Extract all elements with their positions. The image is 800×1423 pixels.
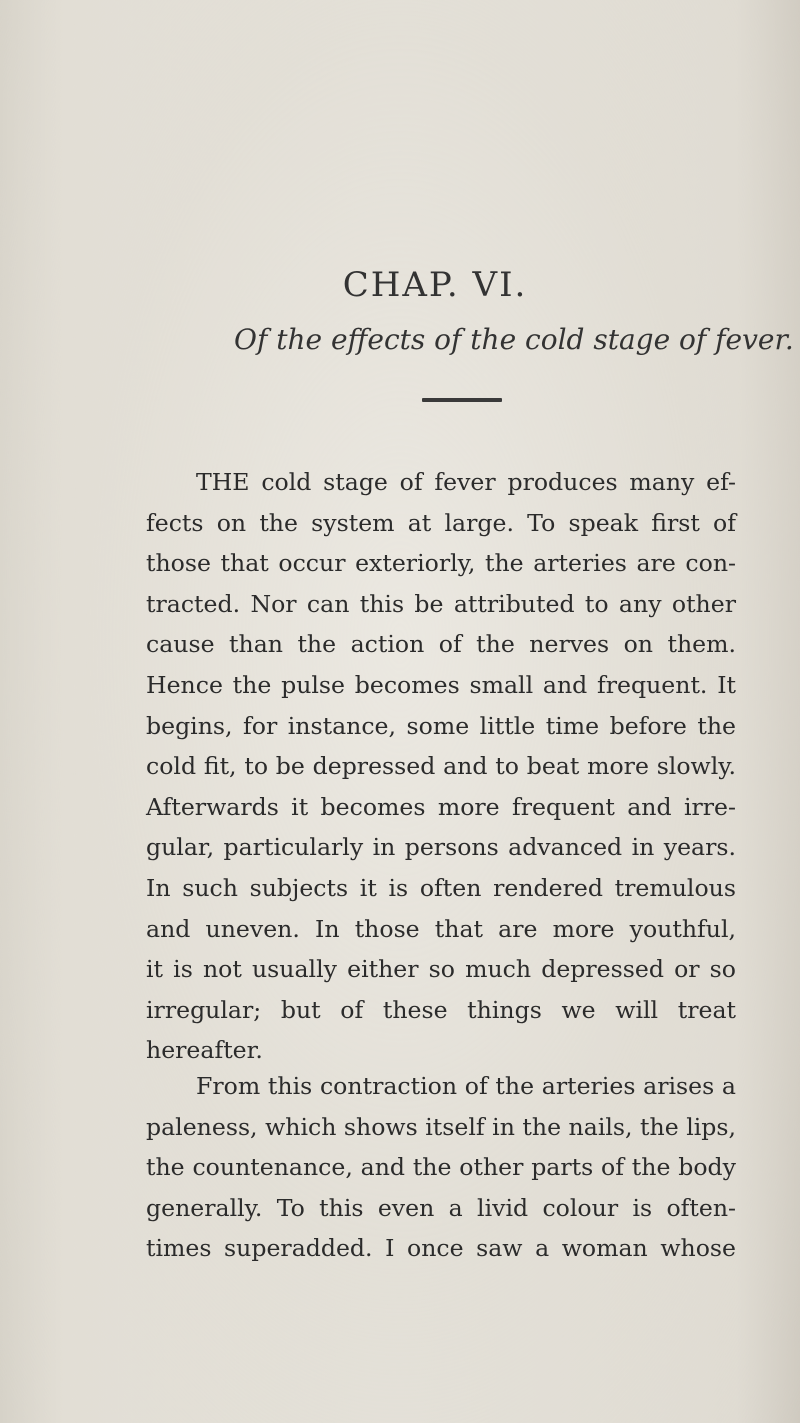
paragraph-line: tracted. Nor can this be attributed to any other: [146, 589, 736, 618]
paragraph-line: gular, particularly in persons advanced in years.: [146, 833, 736, 862]
paragraph-line: it is not usually either so much depressed or so: [146, 955, 736, 984]
paragraph-line: Afterwards it becomes more frequent and irre-: [146, 792, 736, 821]
paragraph-line: THE cold stage of fever produces many ef-: [196, 468, 736, 496]
paragraph-line: and uneven. In those that are more youthful,: [146, 914, 736, 943]
paragraph-line: generally. To this even a livid colour is often-: [146, 1193, 736, 1222]
paragraph-line: cause than the action of the nerves on them.: [146, 630, 736, 659]
paragraph-line: paleness, which shows itself in the nails, the lips,: [146, 1112, 736, 1141]
paragraph-line: begins, for instance, some little time before the: [146, 711, 736, 740]
paragraph-1: [146, 462, 736, 1071]
paragraph-line: Hence the pulse becomes small and frequent. It: [146, 670, 736, 699]
paragraph-2: [146, 1066, 736, 1269]
paragraph-line: times superadded. I once saw a woman whose: [146, 1234, 736, 1263]
paragraph-line: those that occur exteriorly, the arteries are con-: [146, 549, 736, 578]
paragraph-line: fects on the system at large. To speak first of: [146, 508, 736, 537]
divider-rule: [422, 398, 502, 402]
chapter-subtitle: Of the effects of the cold stage of fever.: [234, 323, 794, 356]
paragraph-line: In such subjects it is often rendered tremulous: [146, 873, 736, 902]
paragraph-line: hereafter.: [146, 1036, 263, 1065]
paragraph-line: cold fit, to be depressed and to beat more slowly.: [146, 752, 736, 781]
paragraph-line: the countenance, and the other parts of the body: [146, 1153, 736, 1182]
paragraph-line: irregular; but of these things we will treat: [146, 995, 736, 1024]
chapter-heading: CHAP. VI.: [342, 265, 528, 305]
paragraph-line: From this contraction of the arteries arises a: [196, 1072, 736, 1100]
